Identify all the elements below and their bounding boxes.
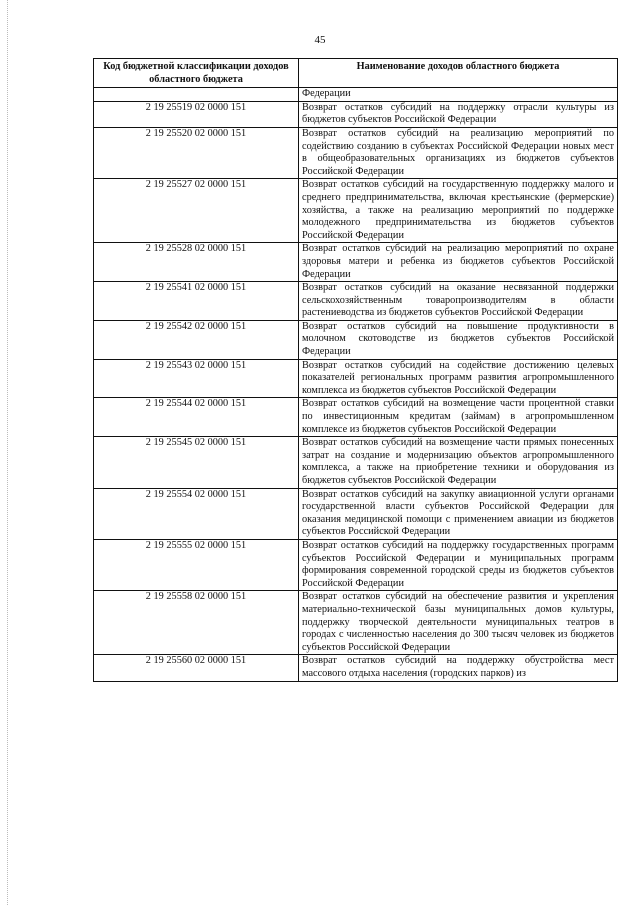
row-name: Возврат остатков субсидий на повышение продуктивности в молочном скотоводстве из бюджетов субъектов Российской Федерации (299, 320, 618, 359)
table-row (94, 127, 618, 178)
page-binding-edge (7, 0, 8, 905)
row-name: Федерации (299, 88, 618, 102)
header-name: Наименование доходов областного бюджета (299, 59, 618, 88)
table-row (94, 359, 618, 398)
row-name: Возврат остатков субсидий на поддержку государственных программ субъектов Российской Федерации и муниципальных программ формирования современной городской среды из бюджетов субъектов Российской Федерации (299, 539, 618, 590)
row-name: Возврат остатков субсидий на государственную поддержку малого и среднего предпринимательства, включая крестьянские (фермерские) хозяйства, а также на реализацию мероприятий по поддержке молодежного предпринимательства из бюджетов субъектов Российской Федерации (299, 179, 618, 243)
header-code: Код бюджетной классификации доходов областного бюджета (94, 59, 299, 88)
row-code: 2 19 25543 02 0000 151 (94, 359, 299, 398)
row-code: 2 19 25519 02 0000 151 (94, 101, 299, 127)
row-code: 2 19 25560 02 0000 151 (94, 655, 299, 681)
row-code: 2 19 25520 02 0000 151 (94, 127, 299, 178)
budget-classification-table (93, 58, 618, 682)
table-row (94, 539, 618, 590)
row-name: Возврат остатков субсидий на реализацию мероприятий по охране здоровья матери и ребенка из бюджетов субъектов Российской Федерации (299, 243, 618, 282)
row-name: Возврат остатков субсидий на реализацию мероприятий по содействию созданию в субъектах Российской Федерации новых мест в общеобразовательных организациях из бюджетов субъектов Российской Федерации (299, 127, 618, 178)
page-number: 45 (314, 34, 326, 46)
row-name: Возврат остатков субсидий на поддержку отрасли культуры из бюджетов субъектов Российской Федерации (299, 101, 618, 127)
row-name: Возврат остатков субсидий на оказание несвязанной поддержки сельскохозяйственным товаропроизводителям в области растениеводства из бюджетов субъектов Российской Федерации (299, 282, 618, 321)
row-code: 2 19 25555 02 0000 151 (94, 539, 299, 590)
table-row (94, 88, 618, 102)
row-code: 2 19 25541 02 0000 151 (94, 282, 299, 321)
row-code: 2 19 25545 02 0000 151 (94, 437, 299, 488)
row-code: 2 19 25542 02 0000 151 (94, 320, 299, 359)
table-row (94, 398, 618, 437)
table-row (94, 243, 618, 282)
table-row (94, 488, 618, 539)
row-code: 2 19 25544 02 0000 151 (94, 398, 299, 437)
row-name: Возврат остатков субсидий на обеспечение развития и укрепления материально-технической базы муниципальных домов культуры, поддержку творческой деятельности муниципальных театров в городах с численностью населения до 300 тысяч человек из бюджетов субъектов Российской Федерации (299, 591, 618, 655)
table-row (94, 101, 618, 127)
row-code: 2 19 25554 02 0000 151 (94, 488, 299, 539)
table-row (94, 655, 618, 681)
row-code (94, 88, 299, 102)
row-name: Возврат остатков субсидий на содействие достижению целевых показателей региональных программ развития агропромышленного комплекса из бюджетов субъектов Российской Федерации (299, 359, 618, 398)
row-name: Возврат остатков субсидий на закупку авиационной услуги органами государственной власти субъектов Российской Федерации для оказания медицинской помощи с применением авиации из бюджетов субъектов Российской Федерации (299, 488, 618, 539)
row-code: 2 19 25527 02 0000 151 (94, 179, 299, 243)
table-row (94, 320, 618, 359)
table-header-row (94, 59, 618, 88)
table-row (94, 591, 618, 655)
row-code: 2 19 25558 02 0000 151 (94, 591, 299, 655)
row-code: 2 19 25528 02 0000 151 (94, 243, 299, 282)
table-row (94, 437, 618, 488)
row-name: Возврат остатков субсидий на поддержку обустройства мест массового отдыха населения (городских парков) из (299, 655, 618, 681)
table-row (94, 179, 618, 243)
row-name: Возврат остатков субсидий на возмещение части процентной ставки по инвестиционным кредитам (займам) в агропромышленном комплексе из бюджетов субъектов Российской Федерации (299, 398, 618, 437)
row-name: Возврат остатков субсидий на возмещение части прямых понесенных затрат на создание и модернизацию объектов агропромышленного комплекса, а также на приобретение техники и оборудования из бюджетов субъектов Российской Федерации (299, 437, 618, 488)
table-row (94, 282, 618, 321)
